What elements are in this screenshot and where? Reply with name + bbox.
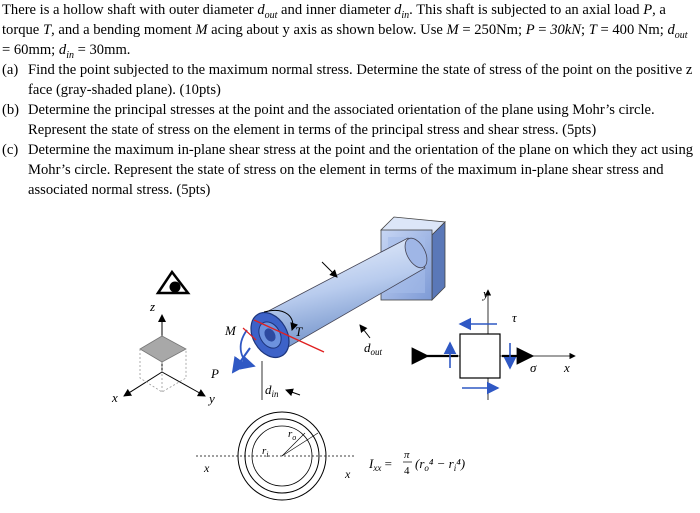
cross-section	[196, 412, 356, 500]
eye-icon	[158, 272, 188, 293]
gray-shaded-plane	[140, 336, 186, 362]
label-P: P	[211, 366, 219, 381]
coordinate-system	[111, 299, 215, 406]
part-c: (c) Determine the maximum in-plane shear stress at the point and the orientation of the plane on which they act using Mohr’s circle. Represent the state of stress on the element in terms of the maximum in-plane shear stress and associated normal stress. (5pts)	[2, 142, 694, 198]
svg-text:Ixx =: $I_{xx}$ =	[369, 456, 392, 473]
axis-x-label: x	[112, 390, 118, 405]
problem-intro: There is a hollow shaft with outer diameter $d_{out}$ and inner diameter $d_{in}$. This shaft is subjected to an axial load P, a torque T, and a bending moment M acing about y axis as shown below. Use M = 250Nm; P = 30kN; T = 400 Nm; $d_{out} = 60mm$; $d_{in} = 30mm$.	[2, 2, 688, 61]
label-dout: $d_{out}$	[364, 340, 383, 357]
axis-z-label: z	[150, 299, 156, 314]
svg-text:π: π	[404, 449, 410, 461]
stress-element	[425, 286, 575, 400]
element-y-label: y	[483, 286, 489, 301]
part-b: (b) Determine the principal stresses at the point and the associated orientation of the plane using Mohr’s circle. Represent the state of stress on the element in terms of the principal stress and shear stress. (5pts)	[2, 102, 655, 138]
label-din: $d_{in}$	[265, 382, 279, 399]
label-T: T	[295, 324, 303, 339]
sigma-label: σ	[530, 360, 537, 375]
label-M: M	[225, 323, 236, 338]
svg-text:4: 4	[404, 465, 410, 477]
moment-of-inertia-formula	[368, 449, 465, 477]
tau-label: τ	[512, 310, 517, 325]
cs-x-label-left: x	[204, 461, 210, 475]
ro-label: $r_o$	[288, 428, 297, 442]
element-x-label: x	[564, 360, 570, 375]
ri-label: $r_i$	[262, 445, 269, 459]
part-a: (a) Find the point subjected to the maximum normal stress. Determine the state of stress of the point on the positive z face (gray-shaded plane). (10pts)	[2, 62, 693, 98]
axis-y-label: y	[209, 391, 215, 406]
cs-x-label-right: x	[345, 467, 351, 481]
svg-text:(ro⁴ − ri⁴): $(r_o^4 - r_i^4)$	[415, 456, 466, 473]
